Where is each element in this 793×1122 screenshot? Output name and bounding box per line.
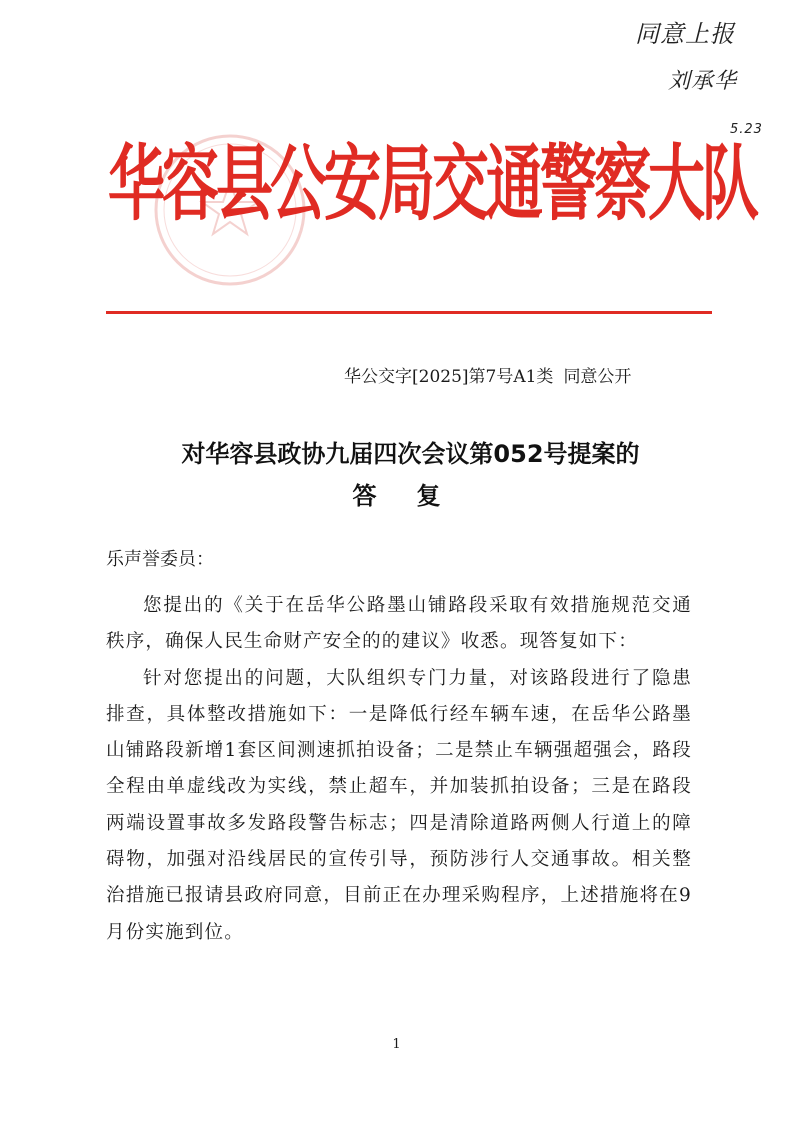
document-number: 华公交字[2025]第7号A1类: [344, 367, 554, 387]
masthead-org-name: 华容县公安局交通警察大队: [108, 134, 756, 233]
document-title-line1: 对华容县政协九届四次会议第052号提案的: [181, 440, 640, 468]
document-title-line2: 答复: [352, 482, 481, 510]
document-body: [106, 588, 692, 951]
body-paragraph-2: 针对您提出的问题，大队组织专门力量，对该路段进行了隐患排查，具体整改措施如下：一是降低行经车辆车速，在岳华公路墨山铺路段新增1套区间测速抓拍设备；二是禁止车辆强超强会，路段全程由单虚线改为实线，禁止超车，并加装抓拍设备；三是在路段两端设置事故多发路段警告标志；四是清除道路两侧人行道上的障碍物，加强对沿线居民的宣传引导，预防涉行人交通事故。相关整治措施已报请县政府同意，目前正在办理采购程序，上述措施将在9月份实施到位。: [106, 667, 692, 943]
red-divider: [106, 311, 712, 314]
page-number: 1: [392, 1037, 401, 1052]
salutation: 乐声誉委员：: [106, 549, 214, 570]
document-number-line: [344, 362, 631, 387]
handwritten-date: 5.23: [730, 122, 763, 137]
body-paragraph-1: 您提出的《关于在岳华公路墨山铺路段采取有效措施规范交通秩序，确保人民生命财产安全的的建议》收悉。现答复如下：: [106, 595, 692, 653]
disclosure-status: 同意公开: [563, 367, 632, 387]
handwritten-signature: 刘承华: [668, 69, 738, 94]
handwritten-approval: 同意上报: [635, 20, 735, 48]
